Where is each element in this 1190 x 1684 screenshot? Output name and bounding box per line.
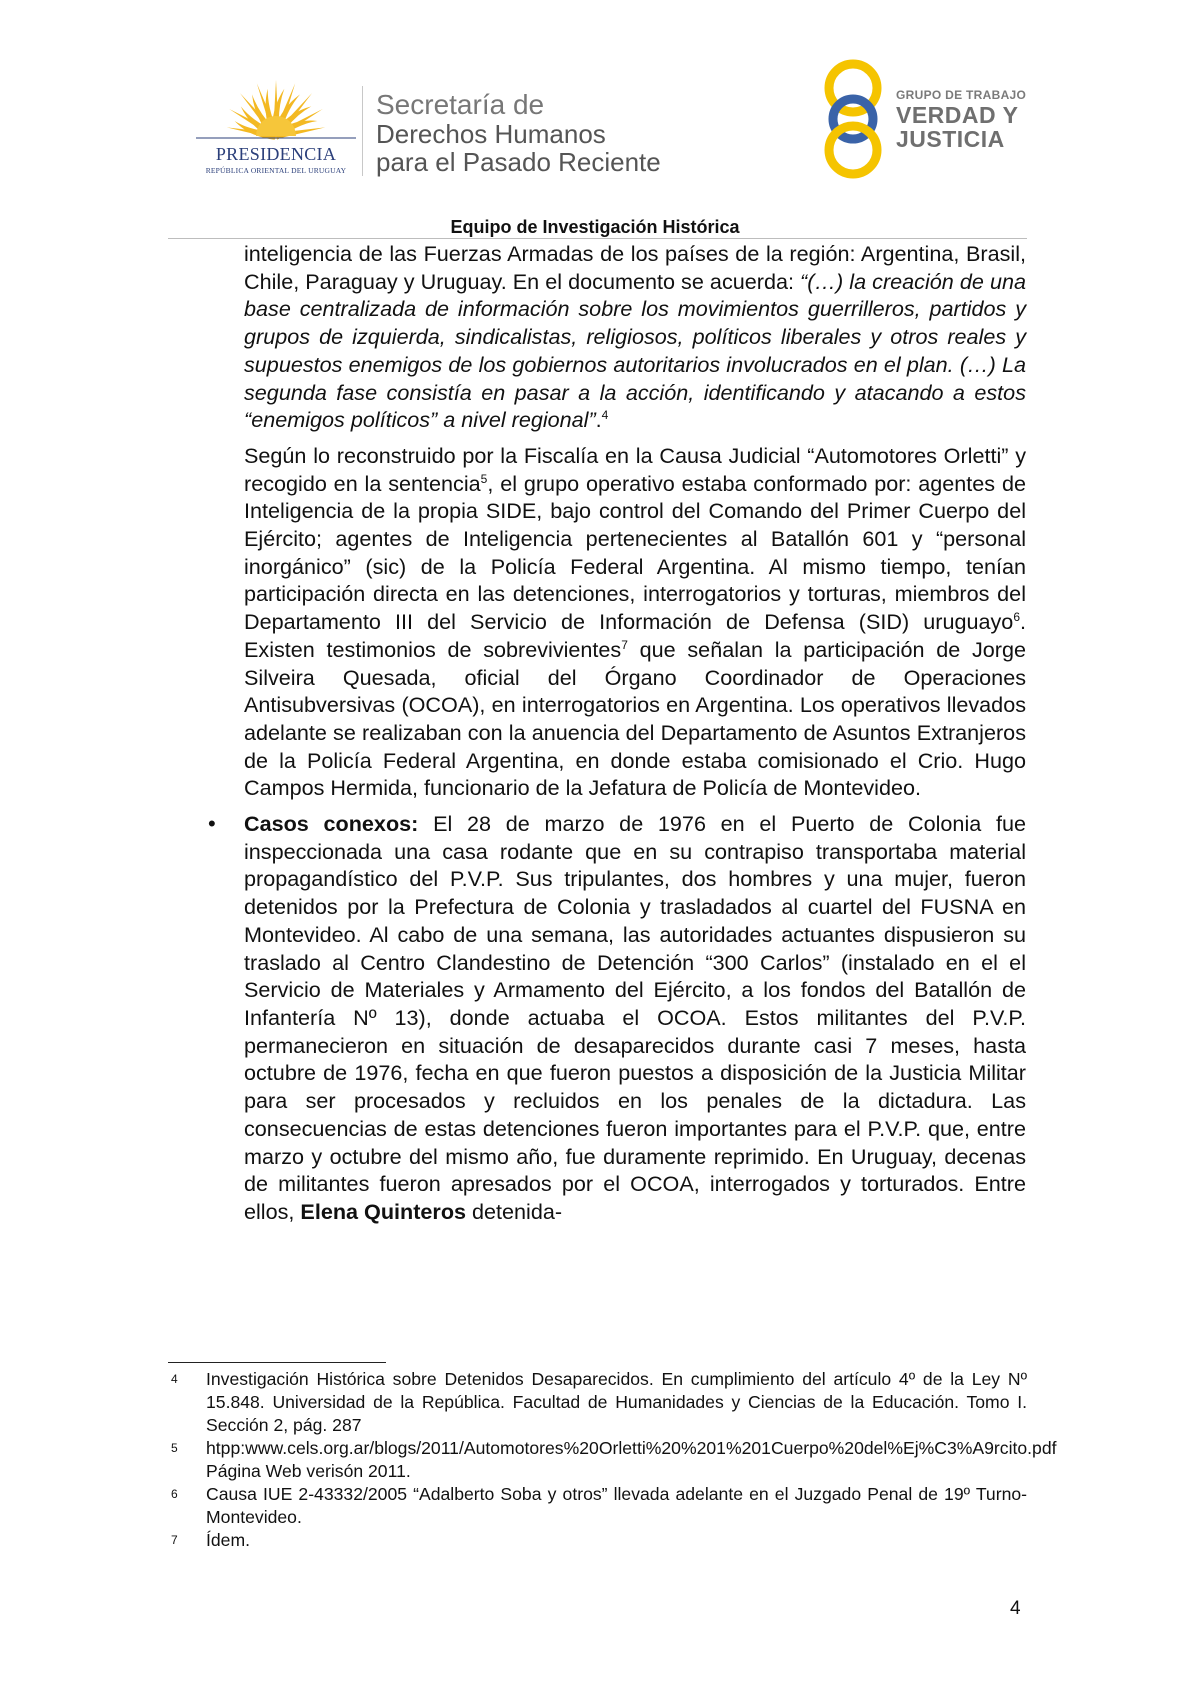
footnote-6 (168, 1483, 1027, 1529)
header-rule (168, 238, 1027, 239)
bullet-icon: • (208, 811, 216, 837)
secretaria-line-1: Secretaría de (376, 89, 545, 120)
footnote-7 (168, 1529, 1027, 1552)
footnote-ref-7[interactable]: 7 (621, 637, 628, 652)
bullet-paragraph (244, 810, 1026, 1226)
bullet-text: El 28 de marzo de 1976 en el Puerto de Colonia fue inspeccionada una casa rodante que en su contrapiso transportaba material propagandístico del P.V.P. Sus tripulantes, dos hombres y una mujer, fueron detenidos por la Prefectura de Colonia y trasladados al cuartel del FUSNA en Montevideo. Al cabo de una semana, las autoridades actuantes dispusieron su traslado al Centro Clandestino de Detención “300 Carlos” (instalado en el el Servicio de Materiales y Armamento del Ejército, a los fondos del Batallón de Infantería Nº 13), donde actuaba el OCOA. Estos militantes del P.V.P. permanecieron en situación de desaparecidos durante casi 7 meses, hasta octubre de 1976, fecha en que fueron puestos a disposición de la Justicia Militar para ser procesados y recluidos en los penales de la dictadura. Las consecuencias de estas detenciones fueron importantes para el P.V.P. que, entre marzo y octubre del mismo año, fue duramente reprimido. En Uruguay, decenas de militantes fueron apresados por el OCOA, interrogados y torturados. Entre ellos, (244, 811, 1026, 1224)
footnote-4 (168, 1368, 1027, 1437)
verdad-justicia-logo (820, 58, 1030, 180)
p2-text-c: . Existen testimonios de sobrevivientes (244, 609, 1026, 662)
footnote-ref-5[interactable]: 5 (480, 471, 488, 486)
gtvj-justicia: JUSTICIA (896, 126, 1005, 152)
bullet-end: detenida- (466, 1198, 563, 1224)
team-title: Equipo de Investigación Histórica (450, 217, 740, 237)
presidencia-name: PRESIDENCIA (215, 144, 337, 164)
footnote-number: 5 (171, 1441, 178, 1455)
secretaria-title (376, 90, 736, 176)
p1-text: inteligencia de las Fuerzas Armadas de los países de la región: Argentina, Brasil, Chile, Paraguay y Uruguay. En el documento se acuerda: (244, 241, 1026, 294)
paragraph-2 (244, 442, 1026, 802)
footnote-text: Causa IUE 2-43332/2005 “Adalberto Soba y otros” llevada adelante en el Juzgado Penal de 19º Turno-Montevideo. (206, 1484, 1027, 1527)
bullet-item-casos-conexos (208, 810, 1026, 1226)
secretaria-line-2: Derechos Humanos (376, 119, 606, 149)
bullet-name: Elena Quinteros (300, 1198, 467, 1224)
footnote-text[interactable]: htpp:www.cels.org.ar/blogs/2011/Automotores%20Orletti%20%201%201Cuerpo%20del%Ej%C3%A9rcito.pdf Página Web verisón 2011. (206, 1438, 1057, 1481)
presidencia-logo (196, 78, 356, 178)
sun-icon (196, 78, 356, 144)
gtvj-verdad: VERDAD Y (896, 102, 1019, 128)
gtvj-label: GRUPO DE TRABAJO (896, 88, 1027, 102)
footnote-number: 7 (171, 1533, 178, 1547)
secretaria-line-3: para el Pasado Reciente (376, 147, 661, 177)
footnote-5 (168, 1437, 1057, 1483)
p2-text-d: que señalan la participación de Jorge Silveira Quesada, oficial del Órgano Coordinador de Operaciones Antisubversivas (OCOA), en interrogatorios en Argentina. Los operativos llevados adelante se realizaban con la anuencia del Departamento de Asuntos Extranjeros de la Policía Federal Argentina, en donde estaba comisionado el Crio. Hugo Campos Hermida, funcionario de la Jefatura de Policía de Montevideo. (244, 636, 1026, 801)
p1-end: . (595, 407, 602, 433)
footnotes (168, 1368, 1057, 1552)
footnote-text: Investigación Histórica sobre Detenidos Desaparecidos. En cumplimiento del artículo 4º de la Ley Nº 15.848. Universidad de la República. Facultad de Humanidades y Ciencias de la Educación. Tomo I. Sección 2, pág. 287 (206, 1369, 1027, 1435)
footnote-text: Ídem. (206, 1530, 251, 1550)
footnote-ref-6[interactable]: 6 (1013, 609, 1020, 624)
body-text (208, 240, 1026, 1226)
footnote-ref-4[interactable]: 4 (601, 408, 609, 423)
footnote-number: 4 (171, 1372, 178, 1386)
page-number: 4 (1010, 1598, 1021, 1619)
rings-icon (820, 58, 890, 180)
p2-text-b: , el grupo operativo estaba conformado por: agentes de Inteligencia de la propia SIDE, bajo control del Comando del Primer Cuerpo del Ejército; agentes de Inteligencia pertenecientes al Batallón 601 y “personal inorgánico” (sic) de la Policía Federal Argentina. Al mismo tiempo, tenían participación directa en las detenciones, interrogatorios y torturas, miembros del Departamento III del Servicio de Información de Defensa (SID) uruguayo (244, 470, 1026, 635)
footnote-number: 6 (171, 1487, 178, 1501)
p2-text-a: Según lo reconstruido por la Fiscalía en la Causa Judicial “Automotores Orletti” y recogido en la sentencia (244, 442, 1026, 496)
footnote-rule (168, 1362, 386, 1363)
presidencia-subtitle: REPÚBLICA ORIENTAL DEL URUGUAY (205, 166, 347, 175)
header-divider (362, 86, 363, 176)
paragraph-1 (244, 240, 1026, 434)
p1-quote: “(…) la creación de una base centralizada de información sobre los movimientos guerrilleros, partidos y grupos de izquierda, sindicalistas, religiosos, políticos liberales y otros reales y supuestos enemigos de los gobiernos autoritarios involucrados en el plan. (…) La segunda fase consistía en pasar a la acción, identificando y atacando a estos “enemigos políticos” a nivel regional” (244, 268, 1026, 433)
bullet-label: Casos conexos: (244, 811, 419, 837)
